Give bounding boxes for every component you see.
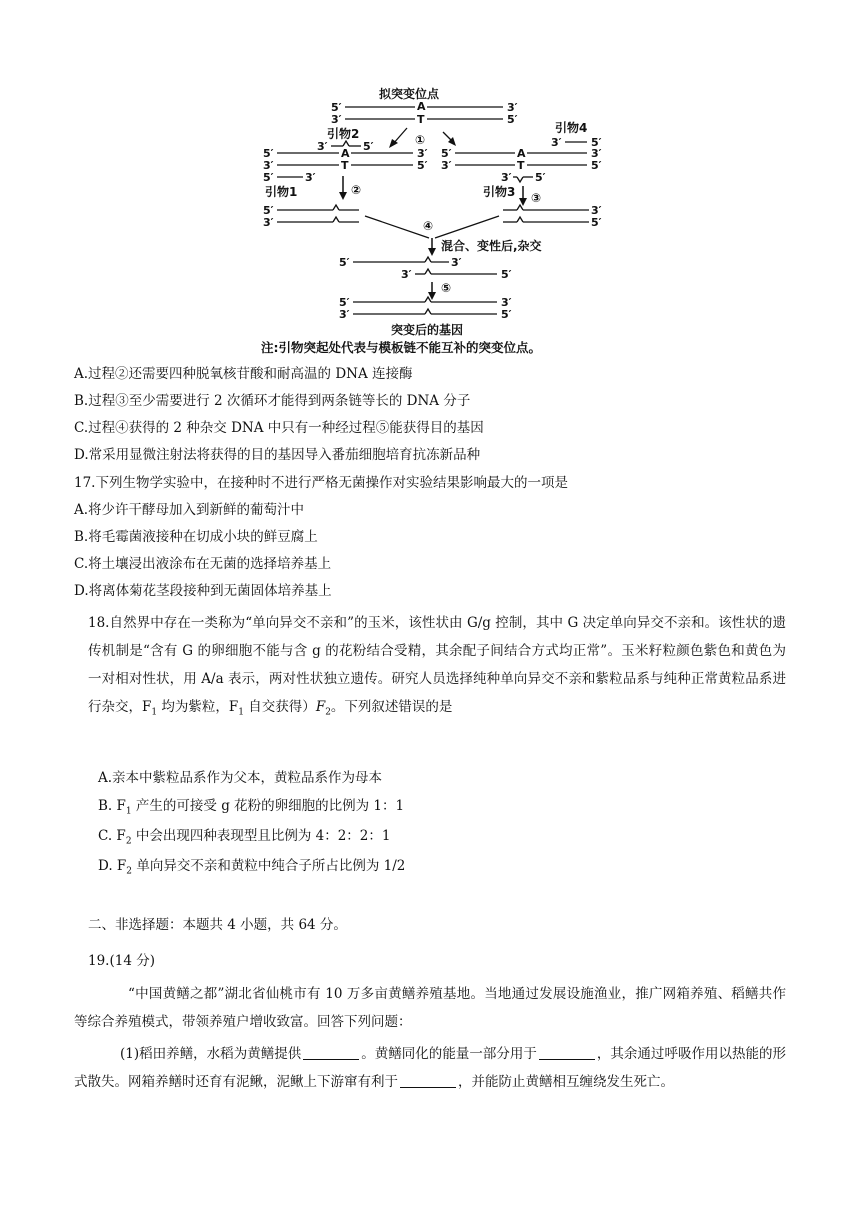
q16-option-d: D.常采用显微注射法将获得的目的基因导入番茄细胞培育抗冻新品种 [74, 447, 481, 463]
q18-option-a: A.亲本中紫粒品系作为父本，黄粒品系作为母本 [98, 770, 383, 786]
svg-text:引物1: 引物1 [265, 185, 298, 199]
svg-text:3′: 3′ [339, 308, 350, 321]
answer-blank-2[interactable] [539, 1045, 595, 1060]
svg-text:3′: 3′ [331, 113, 342, 126]
svg-text:5′: 5′ [591, 216, 602, 229]
svg-text:①: ① [415, 133, 426, 147]
svg-text:引物3: 引物3 [483, 185, 516, 199]
svg-text:5′: 5′ [263, 147, 274, 160]
svg-text:3′: 3′ [451, 256, 462, 269]
mutation-site-label: 拟突变位点 [379, 87, 440, 101]
result-gene-label: 突变后的基因 [391, 323, 464, 337]
answer-blank-1[interactable] [303, 1045, 359, 1060]
svg-text:3′: 3′ [551, 136, 562, 149]
svg-text:5′: 5′ [501, 308, 512, 321]
svg-text:④: ④ [423, 219, 434, 233]
svg-text:引物2: 引物2 [327, 127, 360, 141]
q19-part1: (1)稻田养鳝，水稻为黄鳝提供 。黄鳝同化的能量一部分用于 ，其余通过呼吸作用以热能的形式散失。网箱养鳝时还育有泥鳅，泥鳅上下游窜有利于 ，并能防止黄鳝相互缠绕发生死亡。 [74, 1046, 787, 1090]
svg-text:3′: 3′ [263, 159, 274, 172]
svg-text:3′: 3′ [417, 147, 428, 160]
svg-text:3′: 3′ [263, 216, 274, 229]
answer-blank-3[interactable] [400, 1073, 456, 1088]
svg-text:T: T [417, 113, 425, 126]
q17-stem: 17.下列生物学实验中，在接种时不进行严格无菌操作对实验结果影响最大的一项是 [74, 475, 568, 491]
svg-text:5′: 5′ [507, 113, 518, 126]
svg-text:3′: 3′ [501, 296, 512, 309]
svg-text:5′: 5′ [417, 159, 428, 172]
q17-option-c: C.将土壤浸出液涂布在无菌的选择培养基上 [74, 556, 332, 572]
q16-option-a: A.过程②还需要四种脱氧核苷酸和耐高温的 DNA 连接酶 [74, 366, 413, 382]
svg-text:T: T [517, 159, 525, 172]
svg-text:3′: 3′ [401, 268, 412, 281]
svg-text:3′: 3′ [317, 140, 328, 153]
q17-option-d: D.将离体菊花茎段接种到无菌固体培养基上 [74, 583, 332, 599]
q18-option-b: B. $F_1$ 产生的可接受 g 花粉的卵细胞的比例为 1：1 [98, 798, 405, 817]
svg-text:引物4: 引物4 [555, 121, 588, 135]
section-heading: 二、非选择题：本题共 4 小题，共 64 分。 [88, 917, 347, 933]
svg-text:5′: 5′ [535, 171, 546, 184]
svg-text:T: T [341, 159, 349, 172]
svg-text:③: ③ [531, 191, 542, 205]
svg-text:3′: 3′ [591, 147, 602, 160]
q17-option-a: A.将少许干酵母加入到新鲜的葡萄汁中 [74, 502, 305, 518]
svg-text:5′: 5′ [331, 101, 342, 114]
svg-text:3′: 3′ [305, 171, 316, 184]
svg-text:5′: 5′ [591, 159, 602, 172]
svg-text:⑤: ⑤ [441, 281, 452, 295]
svg-text:3′: 3′ [501, 171, 512, 184]
svg-text:5′: 5′ [591, 136, 602, 149]
svg-text:A: A [517, 147, 526, 160]
pcr-mutagenesis-figure [255, 80, 615, 360]
svg-text:5′: 5′ [501, 268, 512, 281]
svg-text:3′: 3′ [591, 204, 602, 217]
q18-number: 18. [88, 615, 110, 631]
svg-text:5′: 5′ [263, 204, 274, 217]
svg-text:5′: 5′ [339, 296, 350, 309]
svg-text:3′: 3′ [507, 101, 518, 114]
pcr-diagram [255, 80, 615, 360]
q19-title: 19.(14 分) [88, 953, 155, 969]
svg-text:3′: 3′ [441, 159, 452, 172]
svg-text:5′: 5′ [441, 147, 452, 160]
svg-text:5′: 5′ [363, 140, 374, 153]
svg-text:A: A [341, 147, 350, 160]
q16-option-c: C.过程④获得的 2 种杂交 DNA 中只有一种经过程⑤能获得目的基因 [74, 420, 484, 436]
figure-note: 注:引物突起处代表与模板链不能互补的突变位点。 [261, 340, 541, 355]
svg-text:5′: 5′ [263, 171, 274, 184]
svg-text:②: ② [351, 183, 362, 197]
svg-text:5′: 5′ [339, 256, 350, 269]
q18-option-d: D. $F_2$ 单向异交不亲和黄粒中纯合子所占比例为 1/2 [98, 858, 406, 877]
svg-text:A: A [417, 100, 426, 113]
svg-text:混合、变性后,杂交: 混合、变性后,杂交 [441, 239, 542, 253]
q18-stem: 18.自然界中存在一类称为“单向异交不亲和”的玉米，该性状由 G/g 控制，其中 G 决定单向异交不亲和。该性状的遗传机制是“含有 G 的卵细胞不能与含 g 的花粉结合受精，其余配子间结合方式均正常”。玉米籽粒颜色紫色和黄色为一对相对性状，用 A/a 表示，两对性状独立遗传。研究人员选择纯种单向异交不亲和紫粒品系与纯种正常黄粒品系进行杂交，$F_1$ 均为紫粒，$F_1$ 自交获得）$F_2$。下列叙述错误的是 [88, 615, 786, 718]
q19-intro: “中国黄鳝之都”湖北省仙桃市有 10 万多亩黄鳝养殖基地。当地通过发展设施渔业，推广网箱养殖、稻鳝共作等综合养殖模式，带领养殖户增收致富。回答下列问题： [74, 986, 786, 1030]
q18-option-c: C. $F_2$ 中会出现四种表现型且比例为 4：2：2：1 [98, 828, 391, 847]
q16-option-b: B.过程③至少需要进行 2 次循环才能得到两条链等长的 DNA 分子 [74, 393, 471, 409]
q17-option-b: B.将毛霉菌液接种在切成小块的鲜豆腐上 [74, 529, 318, 545]
